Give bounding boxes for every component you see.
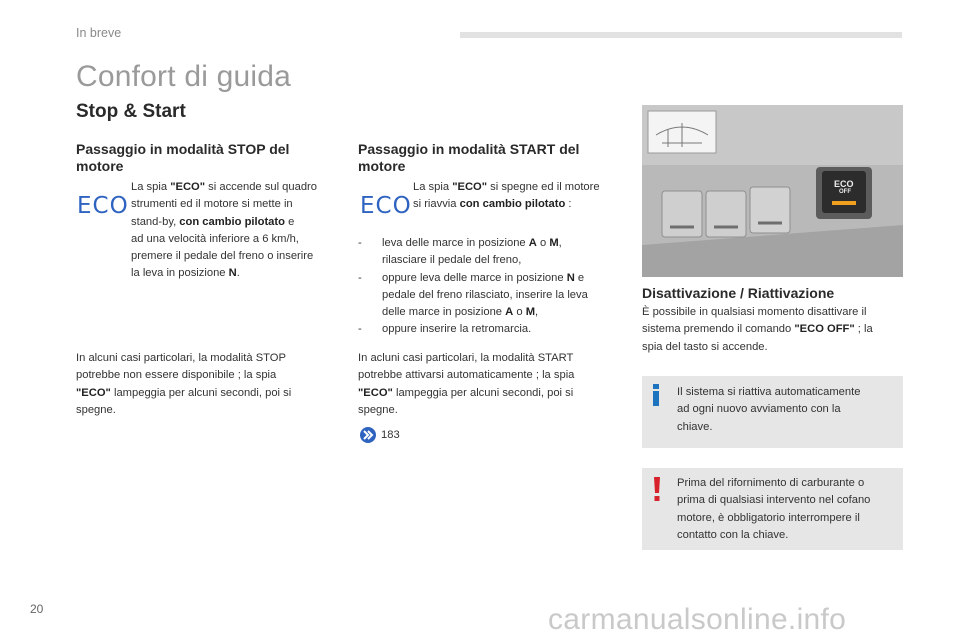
info-note-text: Il sistema si riattiva automaticamente ad ogni nuovo avviamento con la chiave. bbox=[677, 386, 861, 433]
section-title: Stop & Start bbox=[76, 101, 186, 122]
start-conditions-list bbox=[358, 235, 628, 339]
page-number: 20 bbox=[30, 602, 44, 616]
page-reference-link[interactable]: 183 bbox=[381, 429, 400, 441]
page-title: Confort di guida bbox=[76, 60, 292, 93]
header-section-label: In breve bbox=[76, 26, 122, 40]
eco-off-button-sublabel: OFF bbox=[839, 189, 851, 195]
start-mode-title: Passaggio in modalità START del motore bbox=[358, 141, 580, 174]
stop-mode-description: La spia "ECO" si accende sul quadro strumenti ed il motore si mette in stand-by, con cambio pilotato e ad una velocità inferiore a 6 km/h, premere il pedale del freno o inserire la leva in posizione N. bbox=[131, 181, 317, 280]
stop-mode-title: Passaggio in modalità STOP del motore bbox=[76, 141, 290, 174]
start-mode-description: La spia "ECO" si spegne ed il motore si riavvia con cambio pilotato : bbox=[413, 181, 600, 211]
deactivation-title: Disattivazione / Riattivazione bbox=[642, 285, 835, 301]
watermark: carmanualsonline.info bbox=[548, 603, 847, 636]
info-note-box bbox=[642, 376, 903, 448]
warning-note-box bbox=[642, 468, 903, 550]
start-mode-note: In acluni casi particolari, la modalità START potrebbe attivarsi automaticamente ; la spia "ECO" lampeggia per alcuni secondi, poi si spegne. bbox=[358, 352, 575, 416]
eco-indicator-icon: ECO bbox=[360, 193, 412, 219]
double-chevron-icon bbox=[360, 427, 376, 443]
warning-note-text: Prima del rifornimento di carburante o prima di qualsiasi intervento nel cofano motore, è obbligatorio interrompere il contatto con la chiave. bbox=[677, 477, 871, 541]
stop-mode-note: In alcuni casi particolari, la modalità STOP potrebbe non essere disponibile ; la spia "ECO" lampeggia per alcuni secondi, poi si spegne. bbox=[76, 352, 292, 416]
dashboard-illustration bbox=[642, 105, 903, 277]
eco-off-button-photo bbox=[642, 105, 903, 277]
warning-icon bbox=[652, 477, 662, 501]
list-item: - leva delle marce in posizione A o M, rilasciare il pedale del freno, bbox=[358, 237, 562, 267]
info-icon bbox=[651, 384, 661, 406]
header-rule bbox=[460, 32, 902, 38]
list-item: - oppure leva delle marce in posizione N e pedale del freno rilasciato, inserire la leva delle marce in posizione A o M, bbox=[358, 271, 588, 319]
eco-off-button-label: ECO bbox=[834, 179, 854, 189]
eco-indicator-icon: ECO bbox=[77, 193, 129, 219]
page-reference-icon[interactable] bbox=[360, 427, 376, 443]
list-item: - oppure inserire la retromarcia. bbox=[358, 323, 532, 336]
deactivation-description: È possibile in qualsiasi momento disattivare il sistema premendo il comando "ECO OFF" ; la spia del tasto si accende. bbox=[642, 306, 873, 353]
